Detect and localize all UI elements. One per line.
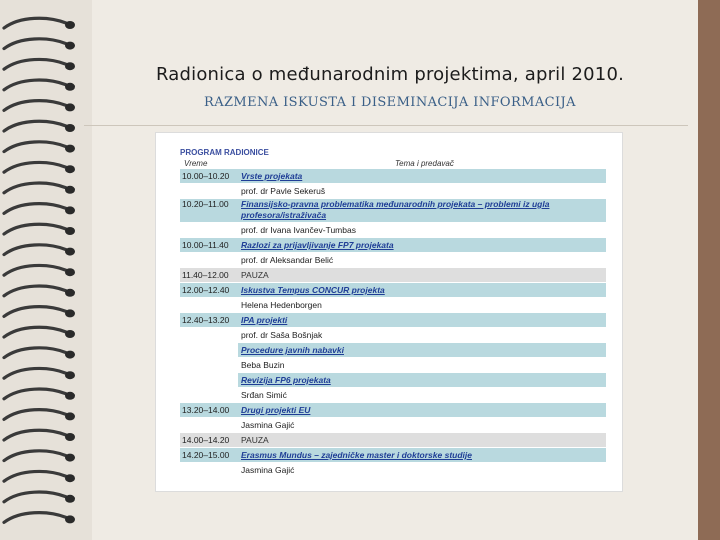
spiral-ring-icon	[4, 286, 75, 297]
table-row	[180, 283, 606, 298]
table-row	[180, 169, 606, 184]
row-time	[180, 358, 238, 372]
row-topic-link[interactable]: Drugi projekti EU	[241, 405, 311, 415]
table-row	[180, 253, 606, 268]
table-row	[180, 184, 606, 199]
row-topic: Srđan Simić	[241, 390, 287, 400]
row-topic-link[interactable]: Iskustva Tempus CONCUR projekta	[241, 285, 385, 295]
spiral-ring-icon	[4, 430, 75, 441]
table-row	[180, 199, 606, 223]
spiral-ring-icon	[4, 121, 75, 132]
row-time	[180, 253, 238, 267]
row-topic-link[interactable]: IPA projekti	[241, 315, 288, 325]
row-time: 10.20–11.00	[182, 199, 229, 209]
table-row	[180, 433, 606, 448]
row-time	[180, 184, 238, 198]
table-row	[180, 403, 606, 418]
row-topic-link[interactable]: Vrste projekata	[241, 171, 303, 181]
row-time: 10.00–10.20	[182, 171, 230, 181]
row-time	[180, 463, 238, 477]
row-topic: PAUZA	[241, 435, 269, 445]
slide-title: Radionica o međunarodnim projektima, april 2010.	[155, 64, 625, 85]
spiral-ring-icon	[4, 39, 75, 50]
spiral-ring-icon	[4, 492, 75, 503]
row-topic-link[interactable]: Revizija FP6 projekata	[238, 373, 606, 387]
row-time: 12.40–13.20	[182, 315, 230, 325]
column-header-topic: Tema i predavač	[395, 159, 454, 168]
table-row	[180, 358, 606, 373]
table-row	[180, 328, 606, 343]
table-row	[180, 448, 606, 463]
spiral-ring-icon	[4, 142, 75, 153]
spiral-ring-icon	[4, 162, 75, 173]
row-topic: prof. dr Aleksandar Belić	[241, 255, 334, 265]
spiral-binding-icon	[0, 0, 80, 540]
row-topic: prof. dr Pavle Sekeruš	[241, 186, 326, 196]
table-header	[180, 158, 606, 169]
row-time	[180, 343, 238, 357]
row-time	[180, 298, 238, 312]
row-topic: Jasmina Gajić	[241, 465, 295, 475]
spiral-ring-icon	[4, 327, 75, 338]
spiral-ring-icon	[4, 348, 75, 359]
spiral-ring-icon	[4, 368, 75, 379]
row-topic: PAUZA	[241, 270, 269, 280]
spiral-ring-icon	[4, 59, 75, 70]
row-time: 12.00–12.40	[182, 285, 230, 295]
row-time	[180, 328, 238, 342]
spiral-ring-icon	[4, 80, 75, 91]
table-row	[180, 313, 606, 328]
row-topic: prof. dr Saša Bošnjak	[241, 330, 323, 340]
spiral-ring-icon	[4, 513, 75, 524]
row-time	[180, 223, 238, 237]
row-topic-link[interactable]: Procedure javnih nabavki	[238, 343, 606, 357]
row-time: 14.20–15.00	[182, 450, 230, 460]
row-topic-link[interactable]: Finansijsko-pravna problematika međunarodnih projekata – problemi iz ugla profesora/istraživača	[241, 199, 550, 220]
spiral-ring-icon	[4, 471, 75, 482]
spiral-ring-icon	[4, 183, 75, 194]
table-row	[180, 388, 606, 403]
row-time: 10.00–11.40	[182, 240, 229, 250]
table-row	[180, 373, 606, 388]
spiral-ring-icon	[4, 18, 75, 29]
spiral-ring-icon	[4, 101, 75, 112]
column-header-time: Vreme	[184, 159, 208, 168]
table-row	[180, 238, 606, 253]
program-title: PROGRAM RADIONICE	[180, 148, 269, 157]
row-topic: Helena Hedenborgen	[241, 300, 322, 310]
row-time: 14.00–14.20	[182, 435, 230, 445]
row-topic-link[interactable]: Razlozi za prijavljivanje FP7 projekata	[241, 240, 394, 250]
spiral-ring-icon	[4, 224, 75, 235]
spiral-ring-icon	[4, 451, 75, 462]
row-topic: Beba Buzin	[241, 360, 285, 370]
spiral-ring-icon	[4, 389, 75, 400]
spiral-ring-icon	[4, 307, 75, 318]
spiral-ring-icon	[4, 410, 75, 421]
table-row	[180, 268, 606, 283]
row-topic: prof. dr Ivana Ivančev-Tumbas	[241, 225, 356, 235]
table-row	[180, 418, 606, 433]
table-row	[180, 223, 606, 238]
slide-subtitle: RAZMENA ISKUSTA I DISEMINACIJA INFORMACIJA	[204, 95, 576, 110]
row-time	[180, 388, 238, 402]
row-topic-link[interactable]: Erasmus Mundus – zajedničke master i doktorske studije	[241, 450, 472, 460]
spiral-ring-icon	[4, 245, 75, 256]
table-row	[180, 298, 606, 313]
row-time: 13.20–14.00	[182, 405, 230, 415]
spiral-ring-icon	[4, 204, 75, 215]
row-time	[180, 373, 238, 387]
row-time	[180, 418, 238, 432]
row-topic: Jasmina Gajić	[241, 420, 295, 430]
program-rows	[180, 169, 606, 478]
table-row	[180, 343, 606, 358]
program-table	[155, 132, 623, 492]
table-row	[180, 463, 606, 478]
spiral-ring-icon	[4, 265, 75, 276]
row-time: 11.40–12.00	[182, 270, 229, 280]
title-divider	[84, 125, 688, 126]
